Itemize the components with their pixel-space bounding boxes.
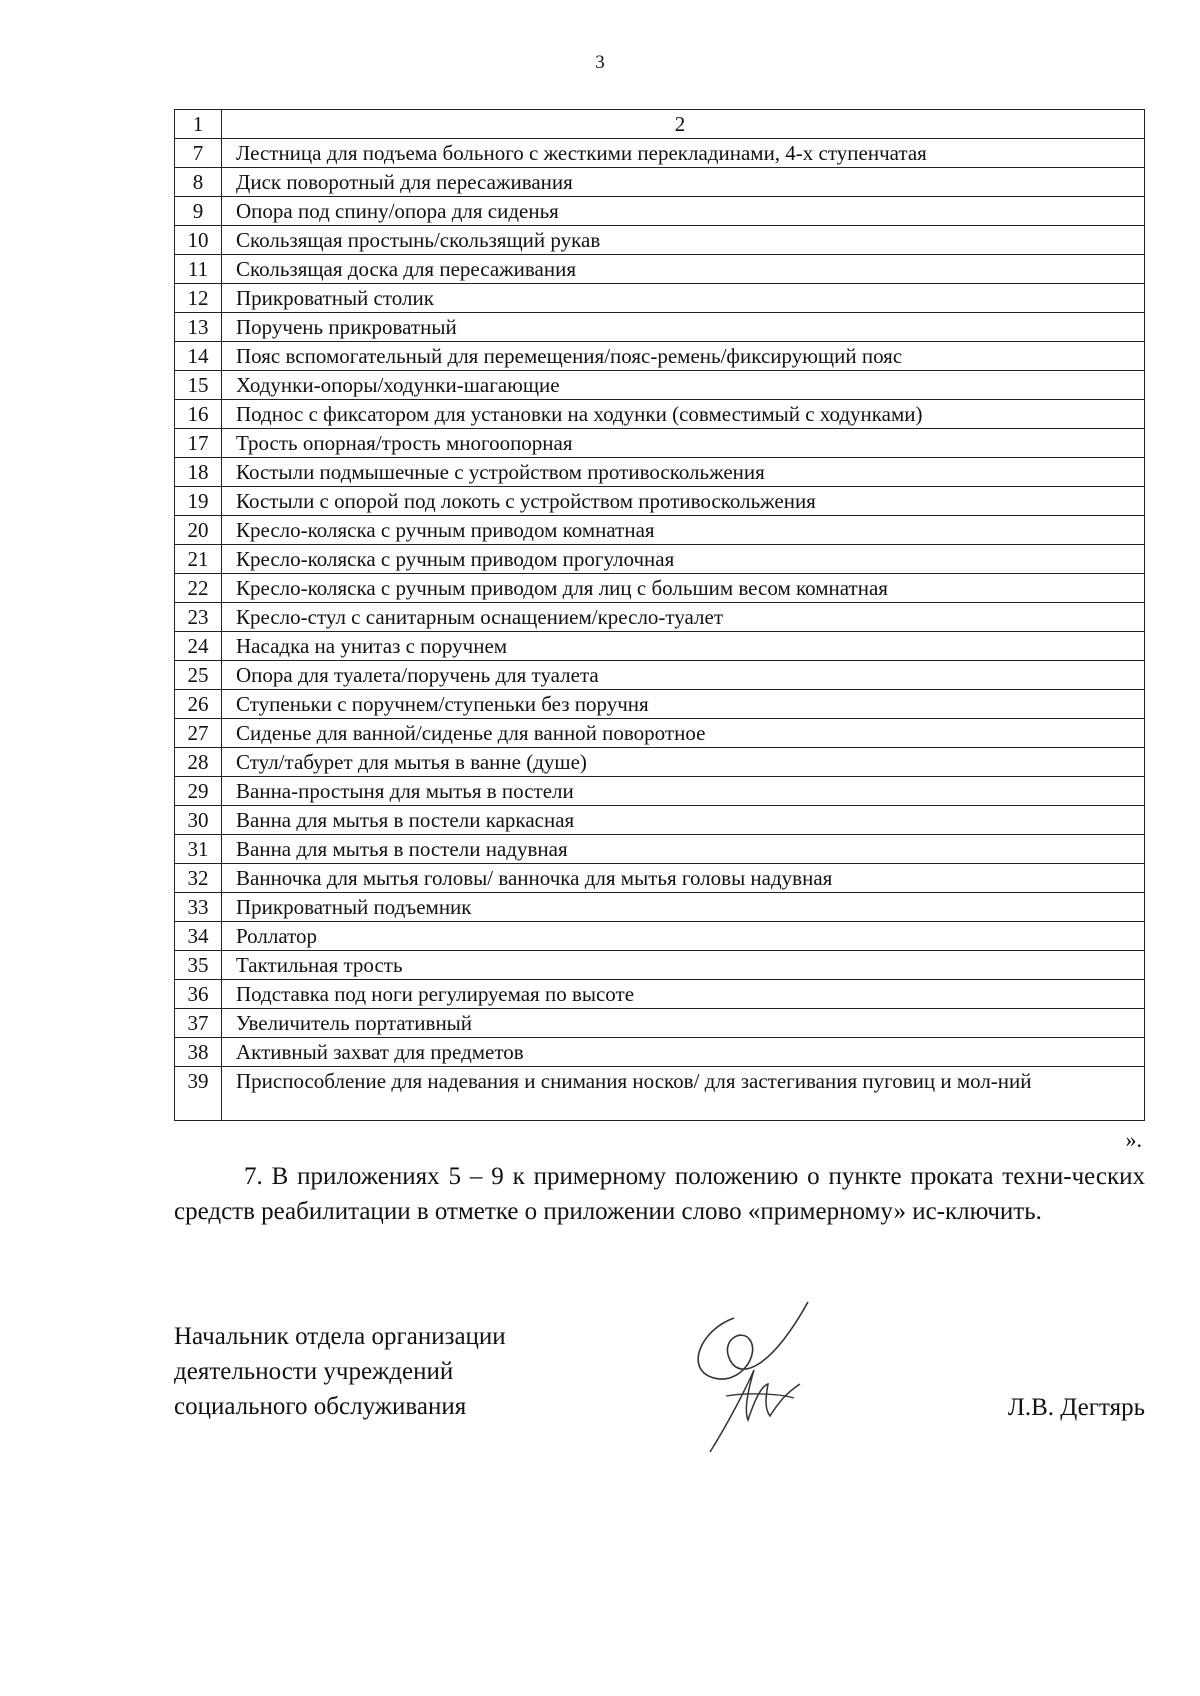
- table-row: [175, 487, 1145, 516]
- row-number: 10: [175, 226, 222, 255]
- row-number: 11: [175, 255, 222, 284]
- row-number: 7: [175, 139, 222, 168]
- table-row: [175, 864, 1145, 893]
- table-row: [175, 951, 1145, 980]
- table-body: [175, 110, 1145, 1121]
- row-number: 16: [175, 400, 222, 429]
- row-number: 26: [175, 690, 222, 719]
- paragraph-item-7: 7. В приложениях 5 – 9 к примерному положению о пункте проката техни-ческих средств реабилитации в отметке о приложении слово «примерному» ис-ключить.: [174, 1163, 1145, 1225]
- row-number: 37: [175, 1009, 222, 1038]
- table-row: [175, 922, 1145, 951]
- row-item-name: Ванна для мытья в постели каркасная: [222, 806, 1145, 835]
- row-number: 14: [175, 342, 222, 371]
- row-item-name: Роллатор: [222, 922, 1145, 951]
- table-header-row: [175, 110, 1145, 139]
- row-number: 20: [175, 516, 222, 545]
- row-item-name: Насадка на унитаз с поручнем: [222, 632, 1145, 661]
- row-item-name: Стул/табурет для мытья в ванне (душе): [222, 748, 1145, 777]
- row-item-name: Поручень прикроватный: [222, 313, 1145, 342]
- row-number: 9: [175, 197, 222, 226]
- row-item-name: Ступеньки с поручнем/ступеньки без поручня: [222, 690, 1145, 719]
- table-row: [175, 168, 1145, 197]
- row-number: 8: [175, 168, 222, 197]
- row-number: 24: [175, 632, 222, 661]
- table-row: [175, 371, 1145, 400]
- row-number: 22: [175, 574, 222, 603]
- table-row: [175, 429, 1145, 458]
- table-row: [175, 777, 1145, 806]
- row-number: 27: [175, 719, 222, 748]
- table-row: [175, 690, 1145, 719]
- row-number: 38: [175, 1038, 222, 1067]
- row-item-name: Лестница для подъема больного с жесткими перекладинами, 4-х ступенчатая: [222, 139, 1145, 168]
- items-table: [174, 109, 1145, 1121]
- row-item-name: Кресло-коляска с ручным приводом комнатная: [222, 516, 1145, 545]
- row-item-name: Кресло-стул с санитарным оснащением/кресло-туалет: [222, 603, 1145, 632]
- row-item-name: Увеличитель портативный: [222, 1009, 1145, 1038]
- row-number: 39: [175, 1067, 222, 1121]
- row-number: 33: [175, 893, 222, 922]
- row-number: 28: [175, 748, 222, 777]
- row-number: 18: [175, 458, 222, 487]
- row-number: 29: [175, 777, 222, 806]
- row-number: 17: [175, 429, 222, 458]
- table-row: [175, 516, 1145, 545]
- table-row: [175, 893, 1145, 922]
- table-row: [175, 1067, 1145, 1121]
- header-col-1: 1: [175, 110, 222, 139]
- table-row: [175, 255, 1145, 284]
- row-item-name: Скользящая доска для пересаживания: [222, 255, 1145, 284]
- table-row: [175, 458, 1145, 487]
- table-row: [175, 661, 1145, 690]
- table-row: [175, 980, 1145, 1009]
- row-item-name: Подставка под ноги регулируемая по высоте: [222, 980, 1145, 1009]
- row-number: 13: [175, 313, 222, 342]
- row-number: 21: [175, 545, 222, 574]
- row-number: 35: [175, 951, 222, 980]
- row-item-name: Пояс вспомогательный для перемещения/пояс-ремень/фиксирующий пояс: [222, 342, 1145, 371]
- row-item-name: Прикроватный подъемник: [222, 893, 1145, 922]
- table-row: [175, 197, 1145, 226]
- table-row: [175, 400, 1145, 429]
- row-number: 25: [175, 661, 222, 690]
- table-row: [175, 748, 1145, 777]
- row-item-name: Ванночка для мытья головы/ ванночка для мытья головы надувная: [222, 864, 1145, 893]
- table-row: [175, 574, 1145, 603]
- row-number: 12: [175, 284, 222, 313]
- row-item-name: Приспособление для надевания и снимания носков/ для застегивания пуговиц и мол-ний: [222, 1067, 1145, 1121]
- table-row: [175, 545, 1145, 574]
- row-item-name: Сиденье для ванной/сиденье для ванной поворотное: [222, 719, 1145, 748]
- table-row: [175, 1009, 1145, 1038]
- row-item-name: Ходунки-опоры/ходунки-шагающие: [222, 371, 1145, 400]
- row-number: 34: [175, 922, 222, 951]
- row-number: 36: [175, 980, 222, 1009]
- row-number: 15: [175, 371, 222, 400]
- table-row: [175, 226, 1145, 255]
- row-item-name: Ванна для мытья в постели надувная: [222, 835, 1145, 864]
- row-item-name: Прикроватный столик: [222, 284, 1145, 313]
- row-item-name: Диск поворотный для пересаживания: [222, 168, 1145, 197]
- table-row: [175, 632, 1145, 661]
- row-item-name: Кресло-коляска с ручным приводом прогулочная: [222, 545, 1145, 574]
- signer-name: Л.В. Дегтярь: [1007, 1394, 1145, 1421]
- table-row: [175, 806, 1145, 835]
- table-row: [175, 835, 1145, 864]
- handwritten-signature: [690, 1300, 820, 1465]
- table-row: [175, 284, 1145, 313]
- row-item-name: Скользящая простынь/скользящий рукав: [222, 226, 1145, 255]
- row-number: 23: [175, 603, 222, 632]
- row-item-name: Опора под спину/опора для сиденья: [222, 197, 1145, 226]
- row-item-name: Поднос с фиксатором для установки на ходунки (совместимый с ходунками): [222, 400, 1145, 429]
- row-number: 19: [175, 487, 222, 516]
- row-number: 32: [175, 864, 222, 893]
- table-row: [175, 603, 1145, 632]
- row-item-name: Костыли с опорой под локоть с устройством противоскольжения: [222, 487, 1145, 516]
- table-row: [175, 719, 1145, 748]
- closing-quote: ».: [1125, 1127, 1142, 1152]
- signature-icon: [690, 1300, 820, 1460]
- table-row: [175, 139, 1145, 168]
- row-number: 31: [175, 835, 222, 864]
- row-item-name: Кресло-коляска с ручным приводом для лиц с большим весом комнатная: [222, 574, 1145, 603]
- table-row: [175, 1038, 1145, 1067]
- table-row: [175, 342, 1145, 371]
- row-item-name: Опора для туалета/поручень для туалета: [222, 661, 1145, 690]
- header-col-2: 2: [222, 110, 1145, 139]
- row-number: 30: [175, 806, 222, 835]
- row-item-name: Активный захват для предметов: [222, 1038, 1145, 1067]
- signer-title: Начальник отдела организации деятельности учреждений социального обслуживания: [174, 1323, 506, 1420]
- row-item-name: Трость опорная/трость многоопорная: [222, 429, 1145, 458]
- table-row: [175, 313, 1145, 342]
- page-number: 3: [595, 52, 605, 73]
- row-item-name: Костыли подмышечные с устройством противоскольжения: [222, 458, 1145, 487]
- row-item-name: Ванна-простыня для мытья в постели: [222, 777, 1145, 806]
- row-item-name: Тактильная трость: [222, 951, 1145, 980]
